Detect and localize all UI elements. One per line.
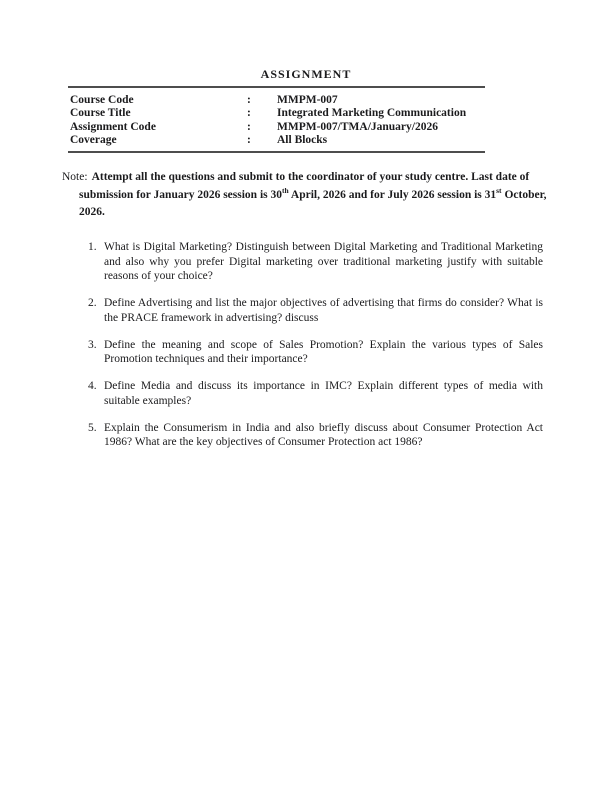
meta-value: All Blocks bbox=[277, 133, 328, 146]
meta-row-assignment-code bbox=[68, 121, 485, 134]
note-bold-text bbox=[79, 171, 547, 218]
note-label: Note: bbox=[62, 171, 88, 183]
question-text: Explain the Consumerism in India and also briefly discuss about Consumer Protection Act 1986? What are the key objectives of Consumer Protection act 1986? bbox=[104, 421, 543, 448]
question-number: 2. bbox=[88, 297, 97, 309]
question-item-2 bbox=[88, 296, 543, 325]
page-title: ASSIGNMENT bbox=[260, 67, 352, 81]
note-superscript-st: st bbox=[496, 185, 502, 195]
question-number: 3. bbox=[88, 338, 97, 351]
note-part-3: October, 2026. bbox=[79, 188, 547, 218]
note-part-1: Attempt all the questions and submit to the coordinator of your study centre. Last date of submission for January 2026 session is 30 bbox=[79, 171, 530, 201]
question-number: 1. bbox=[88, 241, 97, 253]
meta-label: Course Code bbox=[70, 94, 134, 106]
question-text: What is Digital Marketing? Distinguish between Digital Marketing and Traditional Marketing and also why you prefer Digital marketing over traditional marketing justify with suitable reasons of your choice? bbox=[104, 241, 543, 282]
meta-label: Coverage bbox=[70, 133, 117, 146]
meta-row-course-title bbox=[68, 107, 485, 120]
question-item-1 bbox=[88, 240, 543, 284]
note-superscript-th: th bbox=[282, 185, 289, 195]
question-number: 5. bbox=[88, 421, 97, 434]
question-text: Define Advertising and list the major objectives of advertising that firms do consider? What is the PRACE framework in advertising? discuss bbox=[104, 297, 543, 324]
meta-value: MMPM-007/TMA/January/2026 bbox=[277, 120, 438, 133]
course-meta-table bbox=[68, 86, 485, 153]
note-paragraph bbox=[62, 169, 559, 222]
meta-colon: : bbox=[247, 133, 251, 146]
question-item-3 bbox=[88, 338, 543, 367]
question-list bbox=[88, 240, 543, 462]
note-part-2: April, 2026 and for July 2026 session is 31 bbox=[288, 188, 497, 201]
meta-row-course-code bbox=[68, 94, 485, 107]
meta-row-coverage bbox=[68, 134, 485, 147]
meta-colon: : bbox=[247, 107, 251, 120]
meta-colon: : bbox=[247, 94, 251, 106]
question-text: Define the meaning and scope of Sales Promotion? Explain the various types of Sales Promotion techniques and their importance? bbox=[104, 338, 543, 365]
question-text: Define Media and discuss its importance in IMC? Explain different types of media with suitable examples? bbox=[104, 380, 543, 407]
meta-label: Assignment Code bbox=[70, 120, 156, 133]
meta-colon: : bbox=[247, 120, 251, 133]
meta-label: Course Title bbox=[70, 107, 131, 120]
question-item-4 bbox=[88, 379, 543, 408]
question-number: 4. bbox=[88, 380, 97, 392]
meta-value: MMPM-007 bbox=[277, 94, 338, 106]
meta-value: Integrated Marketing Communication bbox=[277, 107, 467, 120]
question-item-5 bbox=[88, 421, 543, 450]
